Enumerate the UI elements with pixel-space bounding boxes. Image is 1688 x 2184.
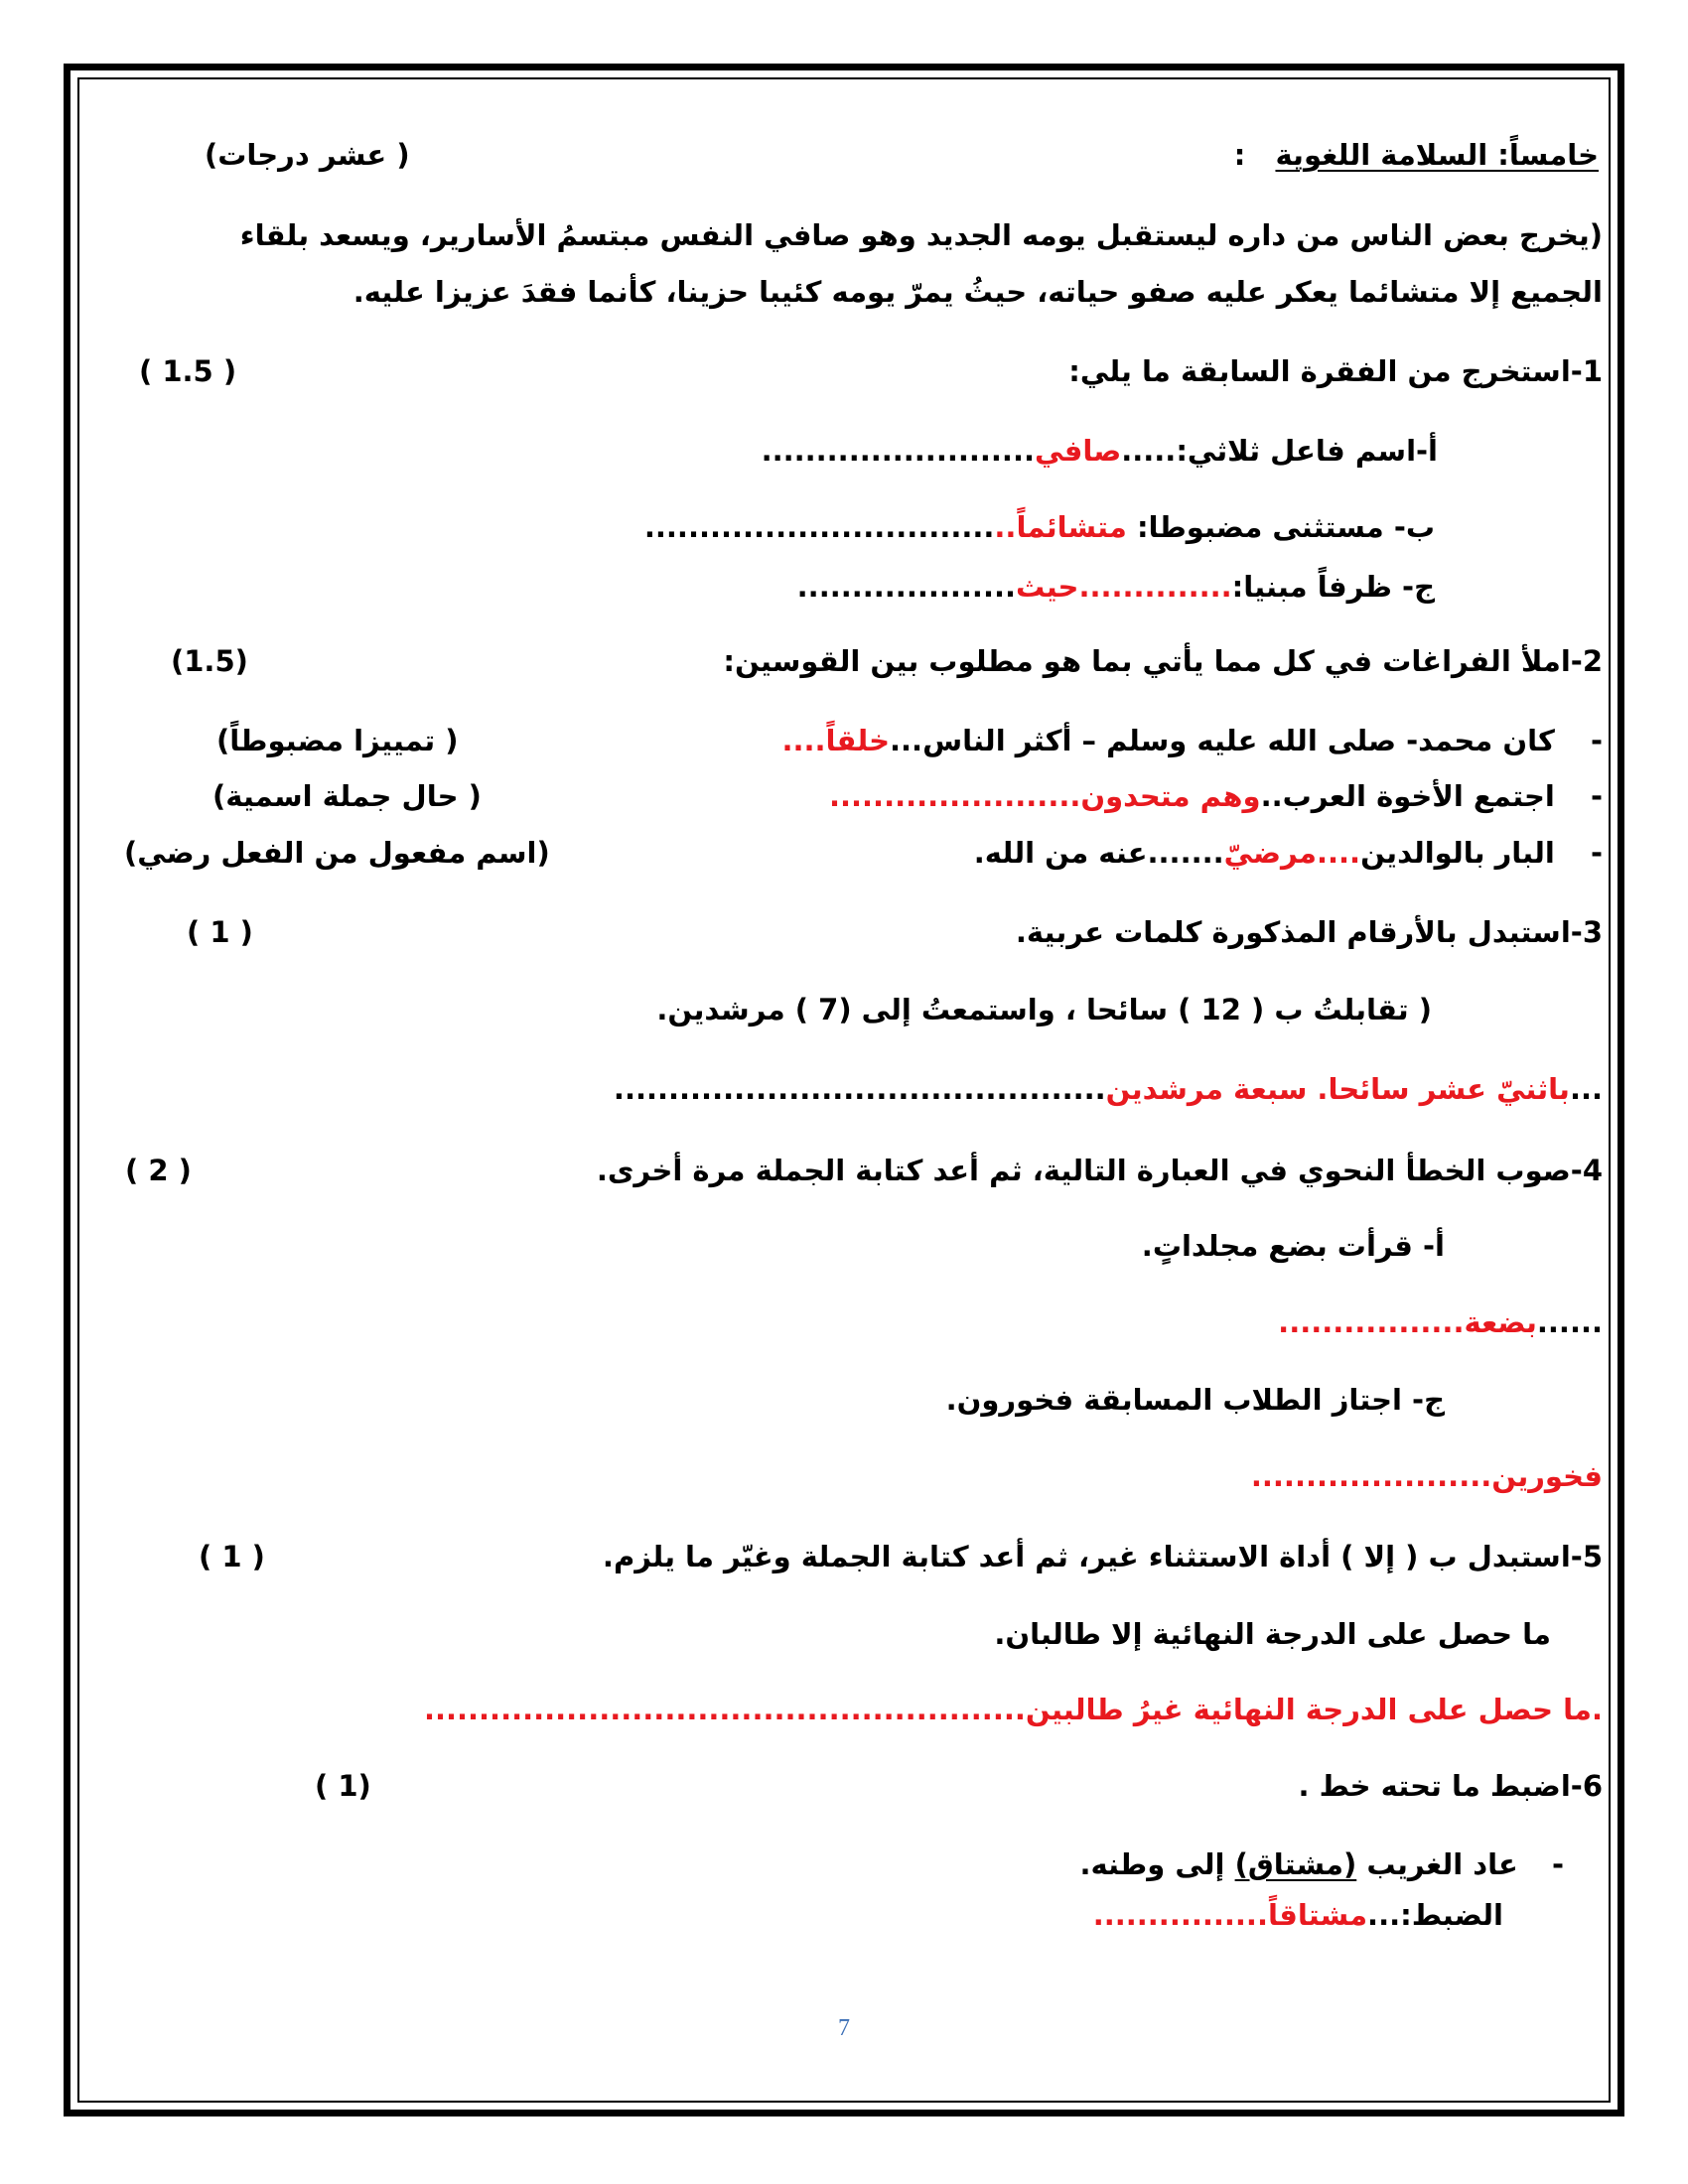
q1-b-answer: متشائماً..	[994, 510, 1127, 544]
q6-bullet: -	[1551, 1847, 1564, 1881]
q2-item-3-answer: ....مرضيّ	[1223, 836, 1361, 870]
q2-item-2-bullet: -	[1590, 779, 1603, 813]
q1-a-dots: .........................	[761, 434, 1035, 468]
q6-underlined-word: (مشتاق)	[1234, 1847, 1357, 1881]
q3-answer: باثنيّ عشر سائحا. سبعة مرشدين	[1105, 1072, 1570, 1106]
q6-answer: مشتاقاً	[1267, 1898, 1368, 1932]
q2-item-2-hint: ( حال جملة اسمية)	[212, 779, 482, 813]
q2-prompt: 2-املأ الفراغات في كل مما يأتي بما هو مطلوب بين القوسين:	[723, 644, 1603, 678]
section-colon: :	[1233, 138, 1246, 172]
q2-item-1-text: كان محمد- صلى الله عليه وسلم – أكثر الناس...	[890, 724, 1555, 757]
q4-prompt: 4-صوب الخطأ النحوي في العبارة التالية، ثم أعد كتابة الجملة مرة أخرى.	[596, 1154, 1603, 1187]
q3-answer-line	[614, 1070, 1603, 1108]
q6-answer-line	[1093, 1896, 1503, 1934]
q3-answer-prefix: ...	[1569, 1072, 1603, 1106]
q6-answer-label: الضبط:...	[1367, 1898, 1503, 1932]
q4-a-sentence: أ- قرأت بضع مجلداتٍ.	[1141, 1229, 1445, 1263]
q2-item-3	[974, 834, 1603, 872]
q2-item-1-bullet: -	[1590, 724, 1603, 757]
q2-item-3-text-2: .......عنه من الله.	[973, 836, 1224, 870]
q1-a-line	[762, 432, 1438, 470]
q1-marks-text: ( 1.5 )	[139, 354, 237, 388]
q5-answer: .ما حصل على الدرجة النهائية غيرُ طالبين.......................................................	[423, 1693, 1603, 1726]
q6-answer-dots: ................	[1092, 1898, 1268, 1932]
q1-prompt: 1-استخرج من الفقرة السابقة ما يلي:	[1068, 354, 1603, 388]
q1-marks	[139, 352, 236, 390]
page-number: 7	[838, 2015, 850, 2041]
q5-sentence: ما حصل على الدرجة النهائية إلا طالبان.	[994, 1617, 1551, 1651]
q4-c-sentence: ج- اجتاز الطلاب المسابقة فخورون.	[945, 1383, 1445, 1417]
q3-answer-dots: .............................................	[613, 1072, 1106, 1106]
q1-b-dots: ................................	[643, 510, 995, 544]
q6-sentence-before: عاد الغريب	[1356, 1847, 1518, 1881]
q4-a-answer: بضعة	[1464, 1305, 1537, 1339]
q1-c-answer: ..............حيث	[1016, 570, 1232, 604]
q2-marks-text: (1.5)	[171, 644, 248, 678]
q6-sentence-after: إلى وطنه.	[1079, 1847, 1235, 1881]
q6-sentence	[1079, 1845, 1564, 1883]
q3-prompt: 3-استبدل بالأرقام المذكورة كلمات عربية.	[1015, 915, 1603, 949]
q2-item-2	[829, 777, 1603, 815]
q2-item-1	[781, 722, 1603, 759]
q2-item-2-text: اجتمع الأخوة العرب..	[1260, 779, 1555, 813]
q1-c-dots: ....................	[796, 570, 1016, 604]
q1-b-line	[644, 508, 1435, 546]
q2-item-3-bullet: -	[1590, 836, 1603, 870]
q5-marks: ( 1 )	[199, 1540, 265, 1573]
q4-c-answer: فخورين......................	[1250, 1459, 1603, 1493]
q2-item-2-answer: وهم متحدون.......................	[828, 779, 1261, 813]
q4-a-answer-dots: .................	[1278, 1305, 1465, 1339]
q1-a-answer: صافي	[1034, 434, 1122, 468]
q4-a-answer-line	[1278, 1303, 1603, 1341]
q6-marks: (1 )	[315, 1769, 371, 1803]
passage-line-2: الجميع إلا متشائما يعكر عليه صفو حياته، حيثُ يمرّ يومه كئيبا حزينا، كأنما فقدَ عزيزا عليه.	[352, 275, 1603, 309]
q3-sentence: ( تقابلتُ ب ( 12 ) سائحا ، واستمعتُ إلى (7 ) مرشدين.	[656, 993, 1432, 1026]
q2-item-3-hint: (اسم مفعول من الفعل رضي)	[124, 836, 550, 870]
passage-line-1: (يخرج بعض الناس من داره ليستقبل يومه الجديد وهو صافي النفس مبتسمُ الأسارير، ويسعد بلقاء	[239, 218, 1603, 252]
q6-prompt: 6-اضبط ما تحته خط .	[1298, 1769, 1603, 1803]
q2-item-3-text: البار بالوالدين	[1360, 836, 1555, 870]
q3-marks: ( 1 )	[187, 915, 253, 949]
q4-a-answer-prefix: ......	[1536, 1305, 1603, 1339]
q1-c-line	[797, 568, 1435, 606]
q2-marks	[171, 642, 248, 680]
q1-b-label: ب- مستثنى مضبوطا:	[1126, 510, 1435, 544]
q2-item-1-hint: ( تمييزا مضبوطاً)	[216, 724, 459, 757]
q1-a-label: أ-اسم فاعل ثلاثي:.....	[1121, 434, 1438, 468]
q2-item-1-answer: خلقاً....	[781, 724, 891, 757]
section-title: خامساً: السلامة اللغوية	[1275, 138, 1599, 172]
q4-marks: ( 2 )	[125, 1154, 192, 1187]
section-marks: ( عشر درجات)	[205, 138, 410, 172]
q1-c-label: ج- ظرفاً مبنيا:	[1231, 570, 1435, 604]
q5-prompt: 5-استبدل ب ( إلا ) أداة الاستثناء غير، ثم أعد كتابة الجملة وغيّر ما يلزم.	[602, 1540, 1603, 1573]
